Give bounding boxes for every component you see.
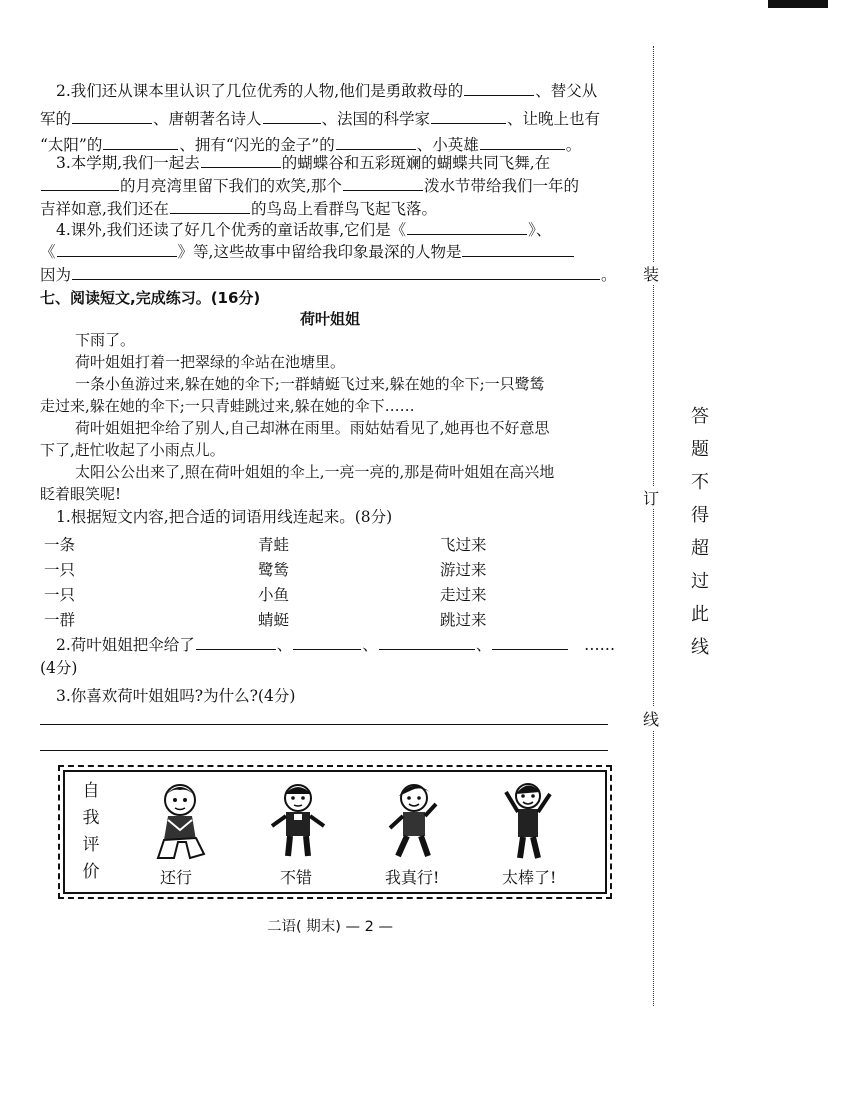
warning-char: 过	[691, 571, 709, 592]
q2-text: 。	[565, 136, 582, 154]
match-action[interactable]: 走过来	[440, 586, 487, 604]
exercise-2	[56, 634, 615, 655]
answer-blank[interactable]	[379, 634, 475, 650]
separator: 、	[362, 636, 378, 654]
eval-level[interactable]: 太棒了!	[502, 868, 557, 887]
answer-blank[interactable]	[492, 634, 568, 650]
q2-text: 、让晚上也有	[507, 110, 601, 128]
scan-corner-mark	[768, 0, 828, 8]
q3-text: 的鸟岛上看群鸟飞起飞落。	[250, 200, 437, 218]
kid-sitting-illustration	[150, 780, 210, 862]
q3-line-2	[40, 175, 579, 196]
exercise-1-title: 1.根据短文内容,把合适的词语用线连起来。(8分)	[56, 508, 393, 526]
match-measure-word[interactable]: 一条	[44, 536, 76, 554]
warning-char: 线	[691, 637, 709, 658]
exercise-2-text: 2.荷叶姐姐把伞给了	[56, 636, 195, 654]
story-paragraph: 走过来,躲在她的伞下;一只青蛙跳过来,躲在她的伞下……	[40, 397, 415, 415]
q3-text: 的月亮湾里留下我们的欢笑,那个	[120, 177, 342, 195]
story-paragraph: 荷叶姐姐把伞给了别人,自己却淋在雨里。雨姑姑看见了,她再也不好意思	[75, 419, 550, 437]
answer-blank[interactable]	[170, 198, 250, 214]
answer-blank[interactable]	[462, 241, 574, 257]
page-footer: 二语( 期末) — 2 —	[267, 919, 393, 935]
separator: 、	[475, 636, 492, 654]
q4-text: 。	[601, 266, 617, 284]
answer-blank[interactable]	[201, 152, 281, 168]
q3-text: 吉祥如意,我们还在	[40, 200, 169, 218]
warning-char: 超	[691, 538, 709, 559]
answer-blank[interactable]	[336, 134, 416, 150]
story-paragraph: 眨着眼笑呢!	[40, 485, 122, 503]
match-action[interactable]: 跳过来	[440, 611, 487, 629]
story-paragraph: 太阳公公出来了,照在荷叶姐姐的伞上,一亮一亮的,那是荷叶姐姐在高兴地	[75, 463, 555, 481]
match-measure-word[interactable]: 一群	[44, 611, 76, 629]
q2-line-1	[56, 80, 597, 101]
q2-line-2	[40, 108, 600, 129]
label-char: 评	[82, 835, 100, 855]
story-title: 荷叶姐姐	[299, 310, 360, 328]
answer-blank[interactable]	[72, 264, 600, 280]
match-animal[interactable]: 小鱼	[258, 586, 290, 604]
q4-text: 因为	[40, 266, 72, 284]
binding-warning	[690, 400, 710, 664]
warning-char: 不	[691, 472, 709, 493]
answer-blank[interactable]	[480, 134, 565, 150]
self-evaluation-label	[78, 778, 104, 886]
binding-dotted-line	[653, 46, 654, 1006]
q4-text: 《	[40, 243, 56, 261]
answer-blank[interactable]	[41, 175, 119, 191]
binding-char: 订	[643, 486, 659, 509]
q3-line-3	[40, 198, 437, 219]
eval-level[interactable]: 不错	[280, 868, 313, 887]
answer-line[interactable]	[40, 750, 608, 751]
binding-char: 线	[643, 707, 659, 730]
answer-blank[interactable]	[464, 80, 534, 96]
q4-text: 》、	[528, 221, 552, 239]
match-action[interactable]: 飞过来	[440, 536, 487, 554]
q3-text: 3.本学期,我们一起去	[56, 154, 200, 172]
q2-text: 军的	[40, 110, 72, 128]
answer-blank[interactable]	[431, 108, 506, 124]
answer-blank[interactable]	[407, 219, 527, 235]
ellipsis: ……	[584, 636, 616, 654]
warning-char: 得	[691, 505, 709, 526]
q4-line-2	[40, 241, 575, 262]
q4-line-1	[56, 219, 551, 240]
exercise-2-score: (4分)	[40, 659, 78, 677]
answer-line[interactable]	[40, 724, 608, 725]
eval-level[interactable]: 还行	[160, 868, 193, 887]
q2-text-1-end: 、替父从	[535, 82, 598, 100]
answer-blank[interactable]	[343, 175, 423, 191]
answer-blank[interactable]	[263, 108, 321, 124]
q4-line-3	[40, 264, 617, 285]
label-char: 我	[82, 808, 100, 828]
warning-char: 答	[691, 406, 709, 427]
q4-text: 》等,这些故事中留给我印象最深的人物是	[177, 243, 462, 261]
story-paragraph: 荷叶姐姐打着一把翠绿的伞站在池塘里。	[75, 353, 346, 371]
story-paragraph: 一条小鱼游过来,躲在她的伞下;一群蜻蜓飞过来,躲在她的伞下;一只鹭鸶	[75, 375, 545, 393]
q2-text: 、拥有“闪光的金子”的	[179, 136, 335, 154]
q2-text: 、唐朝著名诗人	[153, 110, 262, 128]
section-7-title: 七、阅读短文,完成练习。(16分)	[40, 289, 261, 307]
match-measure-word[interactable]: 一只	[44, 586, 76, 604]
story-paragraph: 下雨了。	[75, 331, 136, 349]
story-paragraph: 下了,赶忙收起了小雨点儿。	[40, 441, 225, 459]
answer-blank[interactable]	[72, 108, 152, 124]
q4-text: 4.课外,我们还读了好几个优秀的童话故事,它们是《	[56, 221, 407, 239]
match-animal[interactable]: 青蛙	[258, 536, 290, 554]
match-animal[interactable]: 蜻蜓	[258, 611, 290, 629]
kid-cheering-illustration	[498, 780, 558, 862]
binding-char: 装	[643, 262, 659, 285]
kid-standing-illustration	[268, 780, 328, 862]
q2-text-1: 2.我们还从课本里认识了几位优秀的人物,他们是勇敢救母的	[56, 82, 464, 100]
match-action[interactable]: 游过来	[440, 561, 487, 579]
answer-blank[interactable]	[103, 134, 178, 150]
answer-blank[interactable]	[57, 241, 177, 257]
eval-level[interactable]: 我真行!	[385, 868, 440, 887]
answer-blank[interactable]	[196, 634, 276, 650]
q3-text: 泼水节带给我们一年的	[423, 177, 579, 195]
label-char: 价	[82, 862, 100, 882]
q2-text: 、法国的科学家	[321, 110, 431, 128]
answer-blank[interactable]	[293, 634, 361, 650]
match-measure-word[interactable]: 一只	[44, 561, 76, 579]
separator: 、	[276, 636, 293, 654]
warning-char: 题	[691, 439, 709, 460]
warning-char: 此	[691, 604, 709, 625]
exercise-3: 3.你喜欢荷叶姐姐吗?为什么?(4分)	[56, 687, 296, 705]
kid-waving-illustration	[384, 780, 444, 862]
q3-line-1	[56, 152, 550, 173]
label-char: 自	[82, 781, 100, 801]
q2-text: 、小英雄	[416, 136, 479, 154]
q3-text: 的蝴蝶谷和五彩斑斓的蝴蝶共同飞舞,在	[281, 154, 551, 172]
match-animal[interactable]: 鹭鸶	[258, 561, 290, 579]
q2-text: “太阳”的	[40, 136, 103, 154]
